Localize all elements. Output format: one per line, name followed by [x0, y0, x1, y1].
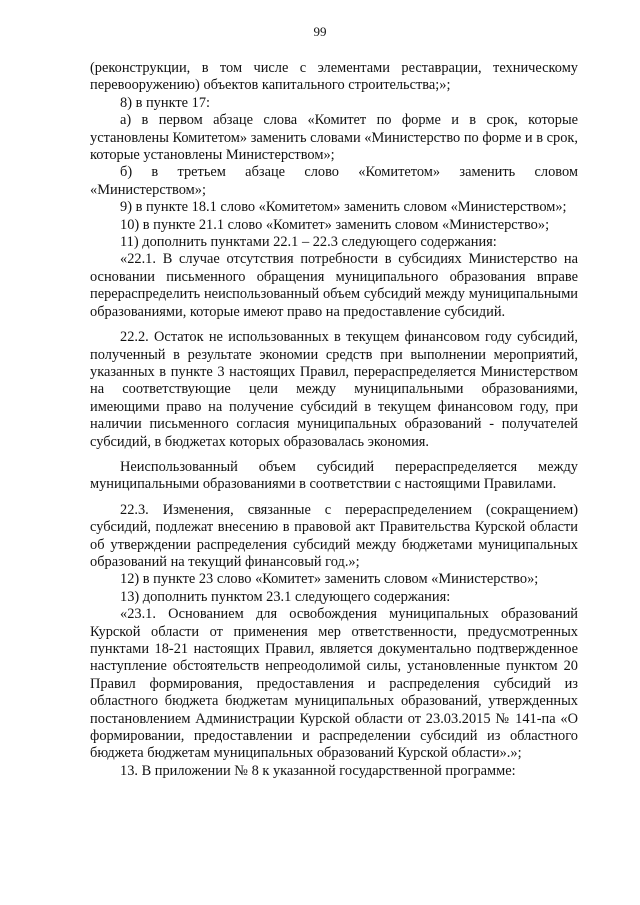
paragraph-5: 9) в пункте 18.1 слово «Комитетом» заменить словом «Министерством»;: [120, 199, 567, 216]
paragraph-15: 13. В приложении № 8 к указанной государственной программе:: [120, 762, 516, 779]
paragraph-6: 10) в пункте 21.1 слово «Комитет» заменить словом «Министерство»;: [120, 216, 550, 233]
paragraph-8: «22.1. В случае отсутствия потребности в субсидиях Министерство на основании письменного обращения муниципального образования вправе перераспределить неиспользованный объем субсидий между муниципальными образованиями, которые имеют право на предоставление субсидий.: [90, 251, 578, 320]
paragraph-3: а) в первом абзаце слова «Комитет по форме и в срок, которые установлены Комитетом» заменить словами «Министерство по форме и в срок, которые установлены Министерством»;: [90, 112, 578, 164]
paragraph-9: 22.2. Остаток не использованных в текущем финансовом году субсидий, полученный в результате экономии средств при выполнении мероприятий, указанных в пункте 3 настоящих Правил, перераспределяется Министерством на соответствующие цели между муниципальными образованиями, имеющими право на получение субсидий в текущем финансовом году, при наличии письменного согласия муниципальных образований - получателей субсидий, в бюджетах которых образовалась экономия.: [90, 329, 578, 450]
document-body: [90, 60, 578, 780]
page-number: 99: [313, 24, 327, 39]
paragraph-7: 11) дополнить пунктами 22.1 – 22.3 следующего содержания:: [120, 234, 497, 251]
paragraph-10: Неиспользованный объем субсидий перераспределяется между муниципальными образованиями в соответствии с настоящими Правилами.: [90, 458, 578, 493]
paragraph-13: 13) дополнить пунктом 23.1 следующего содержания:: [120, 588, 451, 605]
paragraph-4: б) в третьем абзаце слово «Комитетом» заменить словом «Министерством»;: [90, 164, 578, 198]
paragraph-12: 12) в пункте 23 слово «Комитет» заменить словом «Министерство»;: [120, 571, 539, 588]
paragraph-11: 22.3. Изменения, связанные с перераспределением (сокращением) субсидий, подлежат внесению в правовой акт Правительства Курской области об утверждении распределения субсидий между бюджетами муниципальных образований на текущий финансовый год.»;: [90, 501, 578, 570]
paragraph-14: «23.1. Основанием для освобождения муниципальных образований Курской области от применения мер ответственности, предусмотренных пунктами 18-21 настоящих Правил, является документально подтвержденное наступление обстоятельств непреодолимой силы, установленные пунктом 20 Правил формирования, предоставления и распределения субсидий из областного бюджета бюджетам муниципальных образований, утвержденных постановлением Администрации Курской области от 23.03.2015 № 141-па «О формировании, предоставлении и распределении субсидий из областного бюджета бюджетам муниципальных образований Курской области».»;: [90, 606, 578, 762]
paragraph-1: (реконструкции, в том числе с элементами реставрации, техническому перевооружению) объектов капитального строительства;»;: [90, 60, 578, 94]
paragraph-2: 8) в пункте 17:: [120, 94, 211, 111]
